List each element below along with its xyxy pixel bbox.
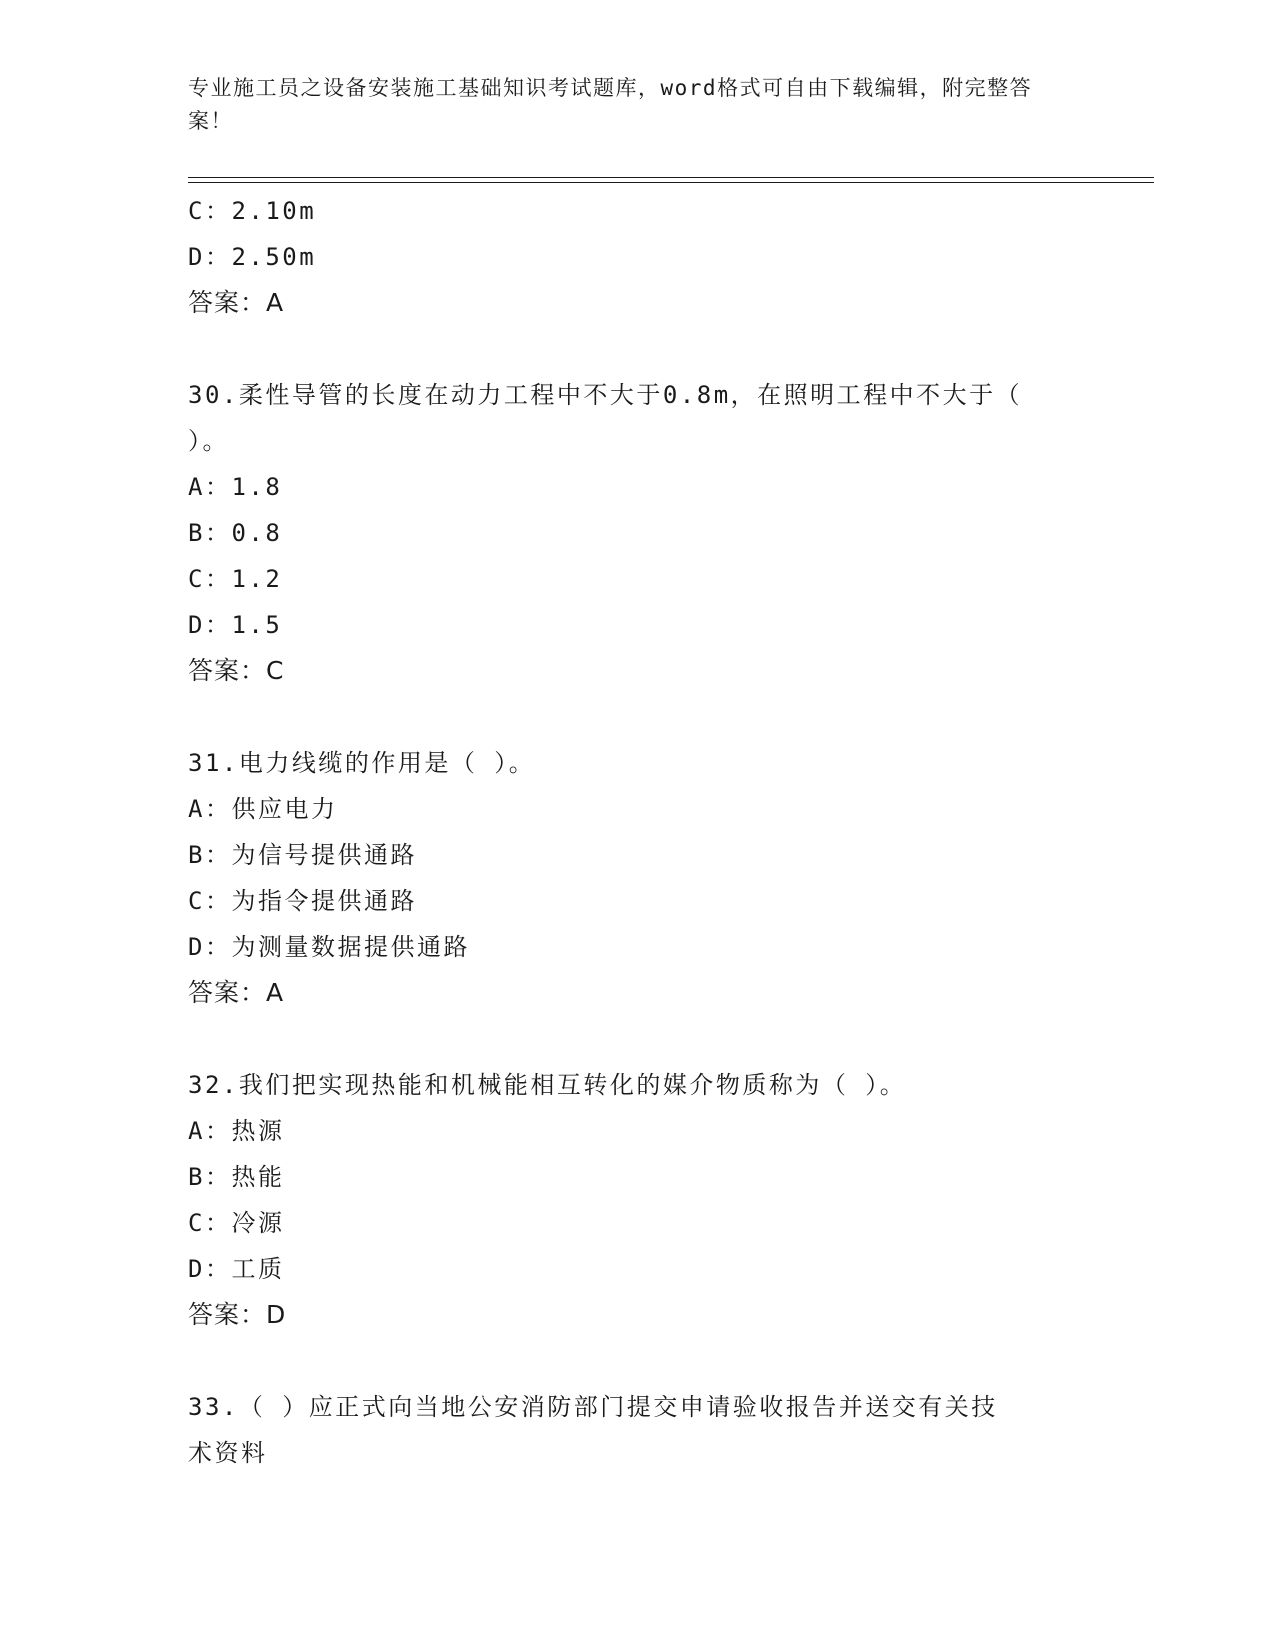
question-stem: 33.（ ）应正式向当地公安消防部门提交申请验收报告并送交有关技 (188, 1393, 998, 1421)
question-list (188, 188, 1088, 1476)
question-stem-continued: 术资料 (188, 1439, 268, 1467)
question-stem-continued: ）。 (188, 427, 229, 455)
question-stem: 31.电力线缆的作用是（ ）。 (188, 749, 536, 777)
spacer (188, 694, 1088, 740)
option-b: B：0.8 (188, 519, 283, 547)
page-header: 专业施工员之设备安装施工基础知识考试题库，word格式可自由下载编辑，附完整答案！ (188, 76, 1033, 133)
spacer (188, 1016, 1088, 1062)
answer-line: 答案：A (188, 288, 285, 317)
option-d: D：2.50m (188, 243, 317, 271)
question-stem: 30.柔性导管的长度在动力工程中不大于0.8m，在照明工程中不大于（ (188, 381, 1023, 409)
option-c: C：2.10m (188, 197, 317, 225)
option-a: A：热源 (188, 1117, 285, 1145)
option-b: B：为信号提供通路 (188, 841, 417, 869)
spacer (188, 326, 1088, 372)
option-b: B：热能 (188, 1163, 285, 1191)
option-d: D：工质 (188, 1255, 285, 1283)
option-a: A：供应电力 (188, 795, 338, 823)
option-d: D：1.5 (188, 611, 283, 639)
option-c: C：冷源 (188, 1209, 285, 1237)
spacer (188, 1338, 1088, 1384)
question-stem: 32.我们把实现热能和机械能相互转化的媒介物质称为（ ）。 (188, 1071, 907, 1099)
option-c: C：1.2 (188, 565, 283, 593)
question-30 (188, 372, 1088, 694)
answer-line: 答案：D (188, 1300, 287, 1329)
question-continuation (188, 188, 1088, 326)
option-d: D：为测量数据提供通路 (188, 933, 470, 961)
question-32 (188, 1062, 1088, 1338)
option-c: C：为指令提供通路 (188, 887, 417, 915)
answer-line: 答案：C (188, 656, 285, 685)
question-33 (188, 1384, 1088, 1476)
answer-line: 答案：A (188, 978, 285, 1007)
question-31 (188, 740, 1088, 1016)
header-divider (188, 177, 1154, 183)
option-a: A：1.8 (188, 473, 283, 501)
